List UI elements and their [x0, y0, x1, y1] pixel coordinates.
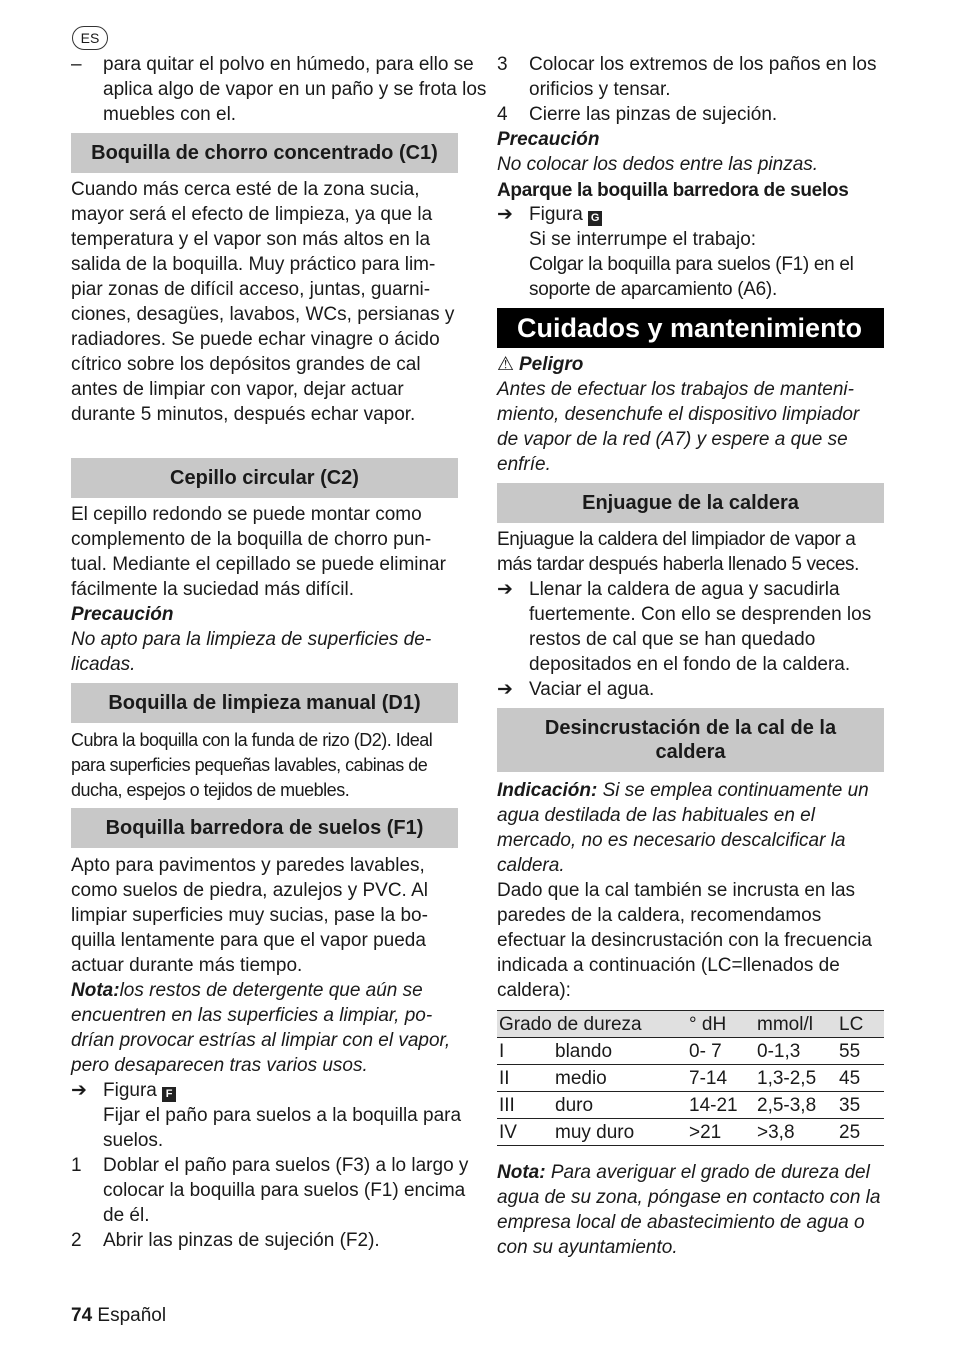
table-row — [497, 1092, 884, 1119]
right-arrow-icon: ➔ — [497, 204, 513, 225]
table-cell: muy duro — [553, 1119, 687, 1146]
table-cell: blando — [553, 1038, 687, 1065]
step-text: Cierre las pinzas de sujeción. — [529, 104, 778, 125]
bullet-text: Vaciar el agua. — [529, 679, 655, 700]
table-cell: 14-21 — [687, 1092, 755, 1119]
table-cell: 2,5-3,8 — [755, 1092, 837, 1119]
table-row — [497, 1119, 884, 1146]
figure-f-icon: F — [162, 1087, 176, 1102]
list-item — [71, 1228, 490, 1253]
note-label: Nota: — [71, 980, 120, 1001]
section-text-f1: Apto para pavimentos y paredes lavables, como suelos de piedra, azulejos y PVC. Al limpiar superficies muy sucias, pase la boquilla lentamente para que el vapor pueda actuar durante más tiempo. — [71, 855, 428, 976]
list-item — [497, 677, 916, 702]
figure-g-icon: G — [588, 211, 602, 226]
table-cell: I — [497, 1038, 553, 1065]
table-header: ° dH — [687, 1011, 755, 1038]
chapter-title: Cuidados y mantenimiento — [497, 308, 884, 348]
descale-text: Dado que la cal también se incrusta en las paredes de la caldera, recomendamos efectuar la desincrustación con la frecuencia indicada a continuación (LC=llenados de caldera): — [497, 880, 872, 1001]
caution-label: Precaución — [497, 129, 600, 150]
right-arrow-icon: ➔ — [497, 679, 513, 700]
section-text-c2: El cepillo redondo se puede montar como complemento de la boquilla de chorro puntual. Mediante el cepillado se puede eliminar fácilmente la suciedad más difícil. — [71, 504, 446, 600]
section-text-c1: Cuando más cerca esté de la zona sucia, mayor será el efecto de limpieza, ya que la temperatura y el vapor son más altos en la salida de la boquilla. Muy práctico para limpiar zonas de difícil acceso, juntas, guarniciones, desagües, lavabos, WCs, persianas y radiadores. Se puede echar vinagre o ácido cítrico sobre los depósitos grandes de cal antes de limpiar con vapor, dejar actuar durante 5 minutos, después echar vapor. — [71, 179, 455, 425]
table-cell: >21 — [687, 1119, 755, 1146]
footer-language: Español — [97, 1305, 167, 1326]
figure-ref-g — [497, 202, 916, 302]
step-number: 4 — [497, 104, 508, 125]
park-line-1: Si se interrumpe el trabajo: — [529, 229, 757, 250]
danger-text: Antes de efectuar los trabajos de mantenimiento, desenchufe el dispositivo limpiador de vapor de la red (A7) y espere a que se enfríe. — [497, 379, 860, 475]
note-text: Para averiguar el grado de dureza del agua de su zona, póngase en contacto con la empresa local de abastecimiento de agua o con su ayuntamiento. — [497, 1162, 881, 1258]
table-cell: 0-1,3 — [755, 1038, 837, 1065]
warning-triangle-icon: ⚠ — [497, 354, 515, 375]
hardness-table — [497, 1010, 884, 1146]
indication-text: Si se emplea continuamente un agua destilada de las habituales en el mercado, no es necesario descalcificar la caldera. — [497, 780, 869, 876]
section-header-c2: Cepillo circular (C2) — [71, 458, 458, 498]
rinse-text: Enjuague la caldera del limpiador de vapor a más tardar después haberla llenado 5 veces. — [497, 529, 859, 575]
section-text-d1: Cubra la boquilla con la funda de rizo (D2). Ideal para superficies pequeñas lavables, cabinas de ducha, espejos o tejidos de muebles. — [71, 730, 433, 800]
hardness-note — [497, 1160, 884, 1260]
right-arrow-icon: ➔ — [497, 579, 513, 600]
table-cell: IV — [497, 1119, 553, 1146]
table-header: LC — [837, 1011, 884, 1038]
step-number: 3 — [497, 54, 508, 75]
indication-label: Indicación: — [497, 780, 598, 801]
danger-label: Peligro — [519, 354, 584, 375]
table-cell: 7-14 — [687, 1065, 755, 1092]
section-header-rinse: Enjuague de la caldera — [497, 483, 884, 523]
section-header-f1: Boquilla barredora de suelos (F1) — [71, 808, 458, 848]
note-label: Nota: — [497, 1162, 546, 1183]
step-number: 2 — [71, 1230, 82, 1251]
caution-label: Precaución — [71, 604, 174, 625]
intro-item — [71, 52, 490, 127]
language-badge: ES — [72, 26, 108, 50]
table-cell: medio — [553, 1065, 687, 1092]
list-item — [497, 102, 916, 127]
dash: – — [71, 54, 82, 75]
right-arrow-icon: ➔ — [71, 1080, 87, 1101]
step-number: 1 — [71, 1155, 82, 1176]
table-cell: >3,8 — [755, 1119, 837, 1146]
table-cell: 0- 7 — [687, 1038, 755, 1065]
figure-text: Fijar el paño para suelos a la boquilla para suelos. — [103, 1105, 462, 1151]
danger-heading — [497, 352, 583, 377]
page-number: 74 — [71, 1305, 93, 1326]
table-row — [497, 1038, 884, 1065]
step-text: Colocar los extremos de los paños en los orificios y tensar. — [529, 54, 877, 100]
list-item — [497, 577, 916, 677]
section-header-c1: Boquilla de chorro concentrado (C1) — [71, 133, 458, 173]
table-cell: 55 — [837, 1038, 884, 1065]
list-item — [497, 52, 916, 102]
caution-text: No colocar los dedos entre las pinzas. — [497, 154, 819, 175]
table-cell: duro — [553, 1092, 687, 1119]
table-cell: III — [497, 1092, 553, 1119]
caution-text: No apto para la limpieza de superficies delicadas. — [71, 629, 432, 675]
table-cell: II — [497, 1065, 553, 1092]
table-header: Grado de dureza — [497, 1011, 687, 1038]
bullet-text: Llenar la caldera de agua y sacudirla fuertemente. Con ello se desprenden los restos de cal que se han quedado depositados en el fondo de la caldera. — [529, 579, 872, 675]
park-title: Aparque la boquilla barredora de suelos — [497, 180, 849, 201]
table-cell: 35 — [837, 1092, 884, 1119]
table-cell: 25 — [837, 1119, 884, 1146]
figure-ref-f — [71, 1078, 490, 1153]
step-text: Abrir las pinzas de sujeción (F2). — [103, 1230, 380, 1251]
table-cell: 45 — [837, 1065, 884, 1092]
figure-label: Figura — [529, 204, 583, 225]
table-header: mmol/l — [755, 1011, 837, 1038]
list-item — [71, 1153, 490, 1228]
descale-indication — [497, 778, 884, 878]
note-paragraph — [71, 978, 458, 1078]
intro-text: para quitar el polvo en húmedo, para ello se aplica algo de vapor en un paño y se frota los muebles con el. — [103, 54, 487, 125]
step-text: Doblar el paño para suelos (F3) a lo largo y colocar la boquilla para suelos (F1) encima de él. — [103, 1155, 469, 1226]
note-text: los restos de detergente que aún se encuentren en las superficies a limpiar, podrían provocar estrías al limpiar con el vapor, pero desaparecen tras varios usos. — [71, 980, 451, 1076]
park-line-2: Colgar la boquilla para suelos (F1) en el soporte de aparcamiento (A6). — [529, 254, 854, 300]
table-row — [497, 1065, 884, 1092]
section-header-descale: Desincrustación de la cal de la caldera — [497, 708, 884, 772]
section-header-d1: Boquilla de limpieza manual (D1) — [71, 683, 458, 723]
figure-label: Figura — [103, 1080, 157, 1101]
page-footer — [71, 1303, 166, 1328]
table-cell: 1,3-2,5 — [755, 1065, 837, 1092]
table-header-row — [497, 1011, 884, 1038]
